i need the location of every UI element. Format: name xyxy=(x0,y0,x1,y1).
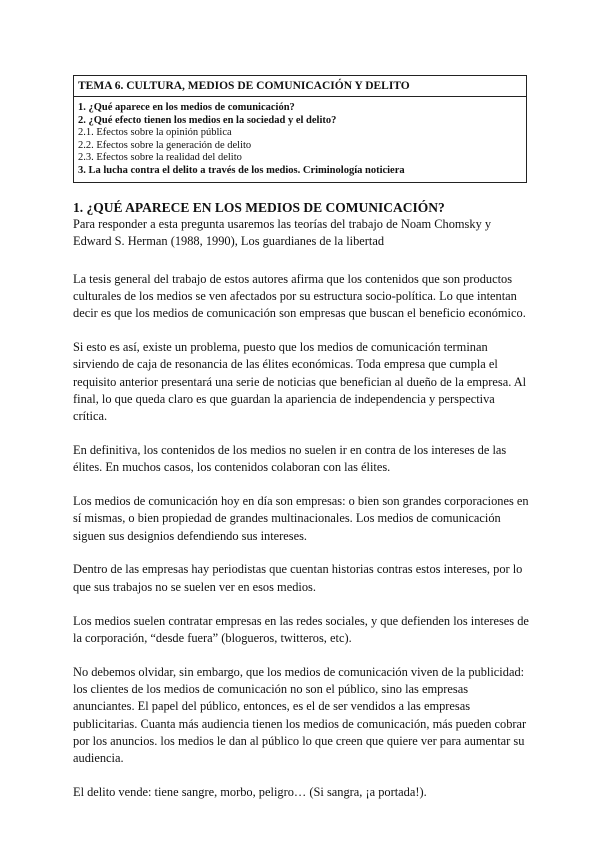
toc-list xyxy=(74,97,526,182)
toc-item: 2.3. Efectos sobre la realidad del delito xyxy=(78,152,242,164)
paragraph: Los medios suelen contratar empresas en las redes sociales, y que defienden los intereses de la corporación, “desde fuera” (blogueros, twitteros, etc). xyxy=(73,613,529,645)
paragraph: No debemos olvidar, sin embargo, que los medios de comunicación viven de la publicidad: los clientes de los medios de comunicación no son el público, sino las empresas anunciantes. El papel del público, entonces, es el de ser vendidos a las empresas publicitarias. Cuanta más audiencia tienen los medios de comunicación, más pueden cobrar por los anuncios. los medios le dan al público lo que creen que quiere ver para aumentar su audiencia. xyxy=(73,664,527,766)
toc-item: 2.2. Efectos sobre la generación de delito xyxy=(78,139,252,151)
paragraph: Los medios de comunicación hoy en día son empresas: o bien son grandes corporaciones en sí mismas, o bien propiedad de grandes multinacionales. Los medios de comunicación siguen sus designios defendiendo sus intereses. xyxy=(73,494,529,543)
paragraph: Si esto es así, existe un problema, puesto que los medios de comunicación terminan sirviendo de caja de resonancia de las élites económicas. Toda empresa que cumpla el requisito anterior presentará una serie de noticias que benefician al dueño de la empresa. Al final, lo que queda claro es que guardan la apariencia de independencia y perspectiva crítica. xyxy=(73,339,527,424)
toc-item: 3. La lucha contra el delito a través de los medios. Criminología noticiera xyxy=(78,164,405,176)
paragraph: Dentro de las empresas hay periodistas que cuentan historias contras estos intereses, por lo que sus trabajos no se suelen ver en esos medios. xyxy=(73,562,523,594)
paragraph: En definitiva, los contenidos de los medios no suelen ir en contra de los intereses de las élites. En muchos casos, los contenidos colaboran con las élites. xyxy=(73,442,507,475)
section-title: 1. ¿QUÉ APARECE EN LOS MEDIOS DE COMUNICACIÓN? xyxy=(73,200,445,215)
section-content xyxy=(73,200,529,818)
toc-header: TEMA 6. CULTURA, MEDIOS DE COMUNICACIÓN Y DELITO xyxy=(74,76,526,97)
table-of-contents-box xyxy=(73,75,527,183)
paragraph: La tesis general del trabajo de estos autores afirma que los contenidos que son productos culturales de los medios se ven afectados por su estructura socio-política. Lo que intentan decir es que los medios de comunicación son empresas que buscan el beneficio económico. xyxy=(73,271,526,321)
paragraph: Para responder a esta pregunta usaremos las teorías del trabajo de Noam Chomsky y Edward S. Herman (1988, 1990), Los guardianes de la libertad xyxy=(73,217,492,249)
toc-item: 2. ¿Qué efecto tienen los medios en la sociedad y el delito? xyxy=(78,114,337,126)
toc-item: 2.1. Efectos sobre la opinión pública xyxy=(78,127,232,139)
paragraph: El delito vende: tiene sangre, morbo, peligro… (Si sangra, ¡a portada!). xyxy=(73,784,427,799)
toc-item: 1. ¿Qué aparece en los medios de comunicación? xyxy=(78,102,295,113)
